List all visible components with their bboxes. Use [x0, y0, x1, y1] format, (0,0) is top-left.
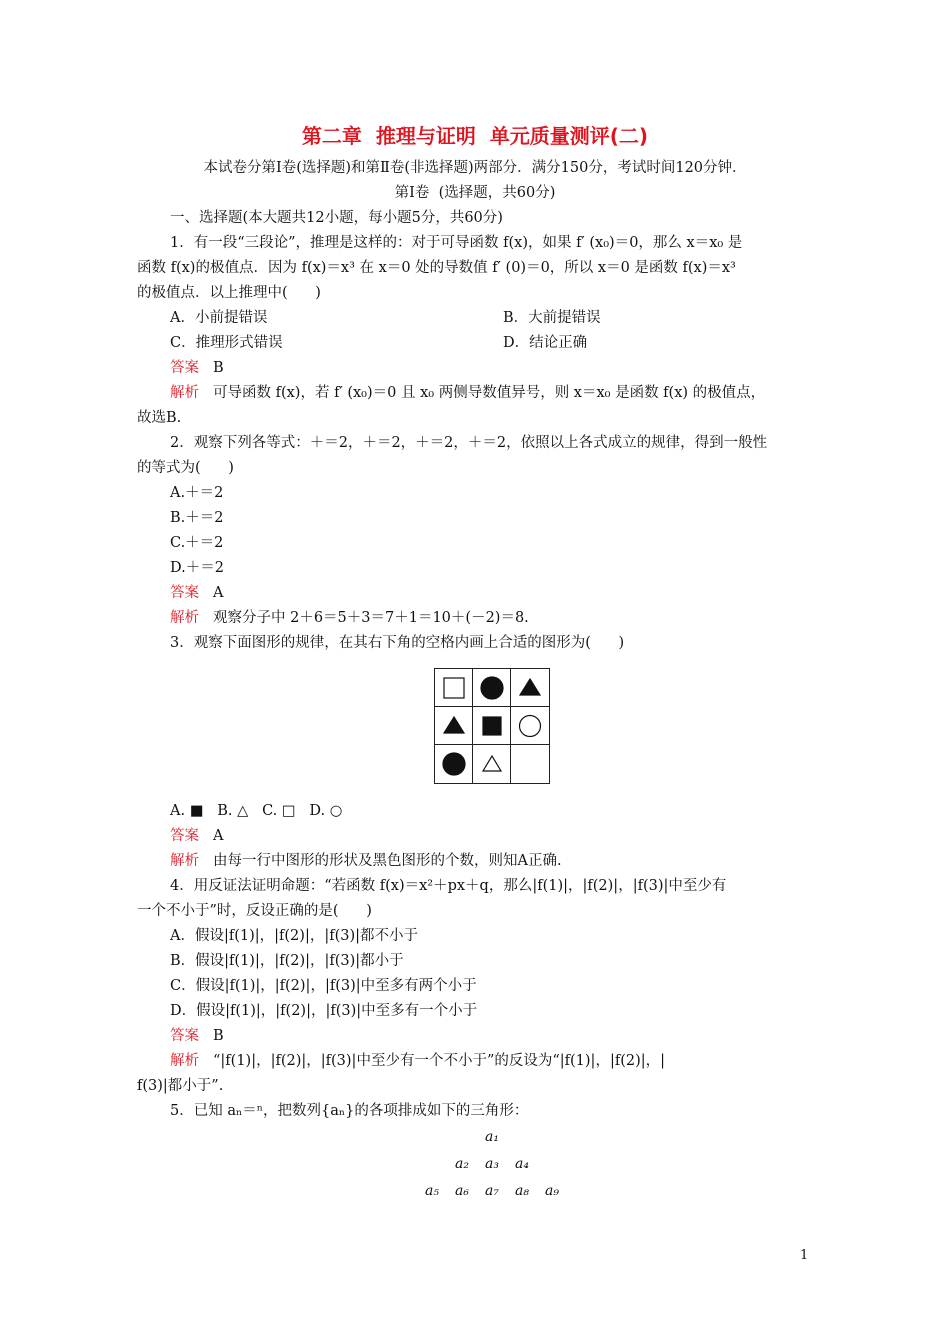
q2-option-a: A.＋＝2 [170, 485, 224, 501]
intro-text: 本试卷分第Ⅰ卷(选择题)和第Ⅱ卷(非选择题)两部分．满分150分，考试时间120分钟． [203, 160, 747, 176]
q1-line-3: 的极值点．以上推理中( ) [137, 285, 321, 301]
answer-label: 答案 [170, 1028, 199, 1044]
q4-analysis [170, 1051, 665, 1071]
q2-option-c: C.＋＝2 [170, 535, 224, 551]
square-filled-icon [479, 713, 505, 739]
square-outline-icon [441, 675, 467, 701]
q4-option-a: A．假设|f(1)|，|f(2)|，|f(3)|都不小于 [170, 928, 419, 944]
analysis-text: 观察分子中 2＋6＝5＋3＝7＋1＝10＋(－2)＝8. [213, 610, 529, 626]
grid-cell [473, 745, 511, 783]
q2-option-d: D.＋＝2 [170, 560, 224, 576]
q4-option-c: C．假设|f(1)|，|f(2)|，|f(3)|中至多有两个小于 [170, 978, 477, 994]
triangle-term: a₄ [515, 1156, 529, 1172]
answer-value: A [213, 585, 224, 601]
answer-value: B [213, 1028, 224, 1044]
q4-answer [170, 1026, 224, 1046]
triangle-outline-icon [479, 751, 505, 777]
q1-line-1: 1．有一段“三段论”，推理是这样的：对于可导函数 f(x)，如果 f′ (x₀)＝0，那么 x＝x₀ 是 [170, 235, 743, 251]
triangle-term: a₅ [425, 1183, 439, 1199]
circle-outline-icon [517, 713, 543, 739]
triangle-filled-icon [441, 713, 467, 739]
analysis-label: 解析 [170, 610, 199, 626]
q3-answer [170, 826, 223, 846]
analysis-text: 由每一行中图形的形状及黑色图形的个数，则知A正确. [213, 853, 562, 869]
grid-cell [511, 669, 549, 707]
analysis-label: 解析 [170, 385, 199, 401]
q1-analysis-2: 故选B. [137, 410, 182, 426]
q2-analysis [170, 608, 529, 628]
square-outline-shape [444, 678, 464, 698]
triangle-filled-shape [444, 717, 464, 733]
triangle-term: a₁ [485, 1129, 499, 1145]
q1-option-a: A．小前提错误 [170, 310, 268, 326]
q2-line-2: 的等式为( ) [137, 460, 234, 476]
q2-answer [170, 583, 223, 603]
page-title: 第二章 推理与证明 单元质量测评(二) [301, 124, 649, 148]
circle-filled-icon [479, 675, 505, 701]
page-number: 1 [800, 1248, 809, 1263]
triangle-term: a₃ [485, 1156, 499, 1172]
q4-option-b: B．假设|f(1)|，|f(2)|，|f(3)|都小于 [170, 953, 404, 969]
answer-label: 答案 [170, 360, 199, 376]
q3-analysis [170, 851, 562, 871]
analysis-text: “|f(1)|，|f(2)|，|f(3)|中至少有一个不小于”的反设为“|f(1)|，|f(2)|，| [213, 1053, 666, 1069]
circle-filled-shape [481, 677, 503, 699]
circle-outline-shape [520, 715, 541, 736]
analysis-label: 解析 [170, 1053, 199, 1069]
analysis-text: 可导函数 f(x)，若 f′ (x₀)＝0 且 x₀ 两侧导数值异号，则 x＝x₀ 是函数 f(x) 的极值点， [213, 385, 766, 401]
q1-analysis [170, 383, 765, 403]
q4-line-2: 一个不小于”时，反设正确的是( ) [137, 903, 372, 919]
section-heading: 一、选择题(本大题共12小题，每小题5分，共60分) [170, 210, 503, 226]
triangle-term: a₂ [455, 1156, 469, 1172]
triangle-filled-icon [517, 675, 543, 701]
q1-answer [170, 358, 224, 378]
shape-grid [434, 668, 550, 784]
q1-option-b: B．大前提错误 [503, 310, 601, 326]
answer-value: B [213, 360, 224, 376]
q4-analysis-2: f(3)|都小于”. [137, 1078, 224, 1094]
triangle-term: a₇ [485, 1183, 499, 1199]
q3-line-1: 3．观察下面图形的规律，在其右下角的空格内画上合适的图形为( ) [170, 635, 625, 651]
q4-option-d: D．假设|f(1)|，|f(2)|，|f(3)|中至多有一个小于 [170, 1003, 478, 1019]
triangle-term: a₉ [545, 1183, 559, 1199]
triangle-term: a₆ [455, 1183, 469, 1199]
grid-cell [511, 707, 549, 745]
triangle-filled-shape [520, 679, 540, 695]
q2-option-b: B.＋＝2 [170, 510, 224, 526]
answer-label: 答案 [170, 828, 199, 844]
grid-cell [435, 669, 473, 707]
q5-line-1: 5．已知 aₙ＝ⁿ，把数列{aₙ}的各项排成如下的三角形： [170, 1103, 529, 1119]
circle-filled-icon [441, 751, 467, 777]
q3-options: A. ■ B. △ C. □ D. ○ [170, 803, 343, 819]
square-filled-shape [483, 717, 501, 735]
q1-option-c: C．推理形式错误 [170, 335, 283, 351]
grid-cell [511, 745, 549, 783]
grid-cell [473, 707, 511, 745]
triangle-term: a₈ [515, 1183, 529, 1199]
q1-line-2: 函数 f(x)的极值点．因为 f(x)＝x³ 在 x＝0 处的导数值 f′ (0)＝0，所以 x＝0 是函数 f(x)＝x³ [137, 260, 736, 276]
circle-filled-shape [443, 753, 465, 775]
grid-cell [435, 745, 473, 783]
answer-value: A [213, 828, 224, 844]
q1-option-d: D．结论正确 [503, 335, 588, 351]
triangle-outline-shape [483, 756, 501, 771]
part1-heading: 第Ⅰ卷 (选择题，共60分) [394, 185, 556, 201]
answer-label: 答案 [170, 585, 199, 601]
analysis-label: 解析 [170, 853, 199, 869]
q2-line-1: 2．观察下列各等式：＋＝2，＋＝2，＋＝2，＋＝2，依照以上各式成立的规律，得到一般性 [170, 435, 768, 451]
grid-cell [435, 707, 473, 745]
grid-cell [473, 669, 511, 707]
q4-line-1: 4．用反证法证明命题：“若函数 f(x)＝x²＋px＋q，那么|f(1)|，|f(2)|，|f(3)|中至少有 [170, 878, 727, 894]
